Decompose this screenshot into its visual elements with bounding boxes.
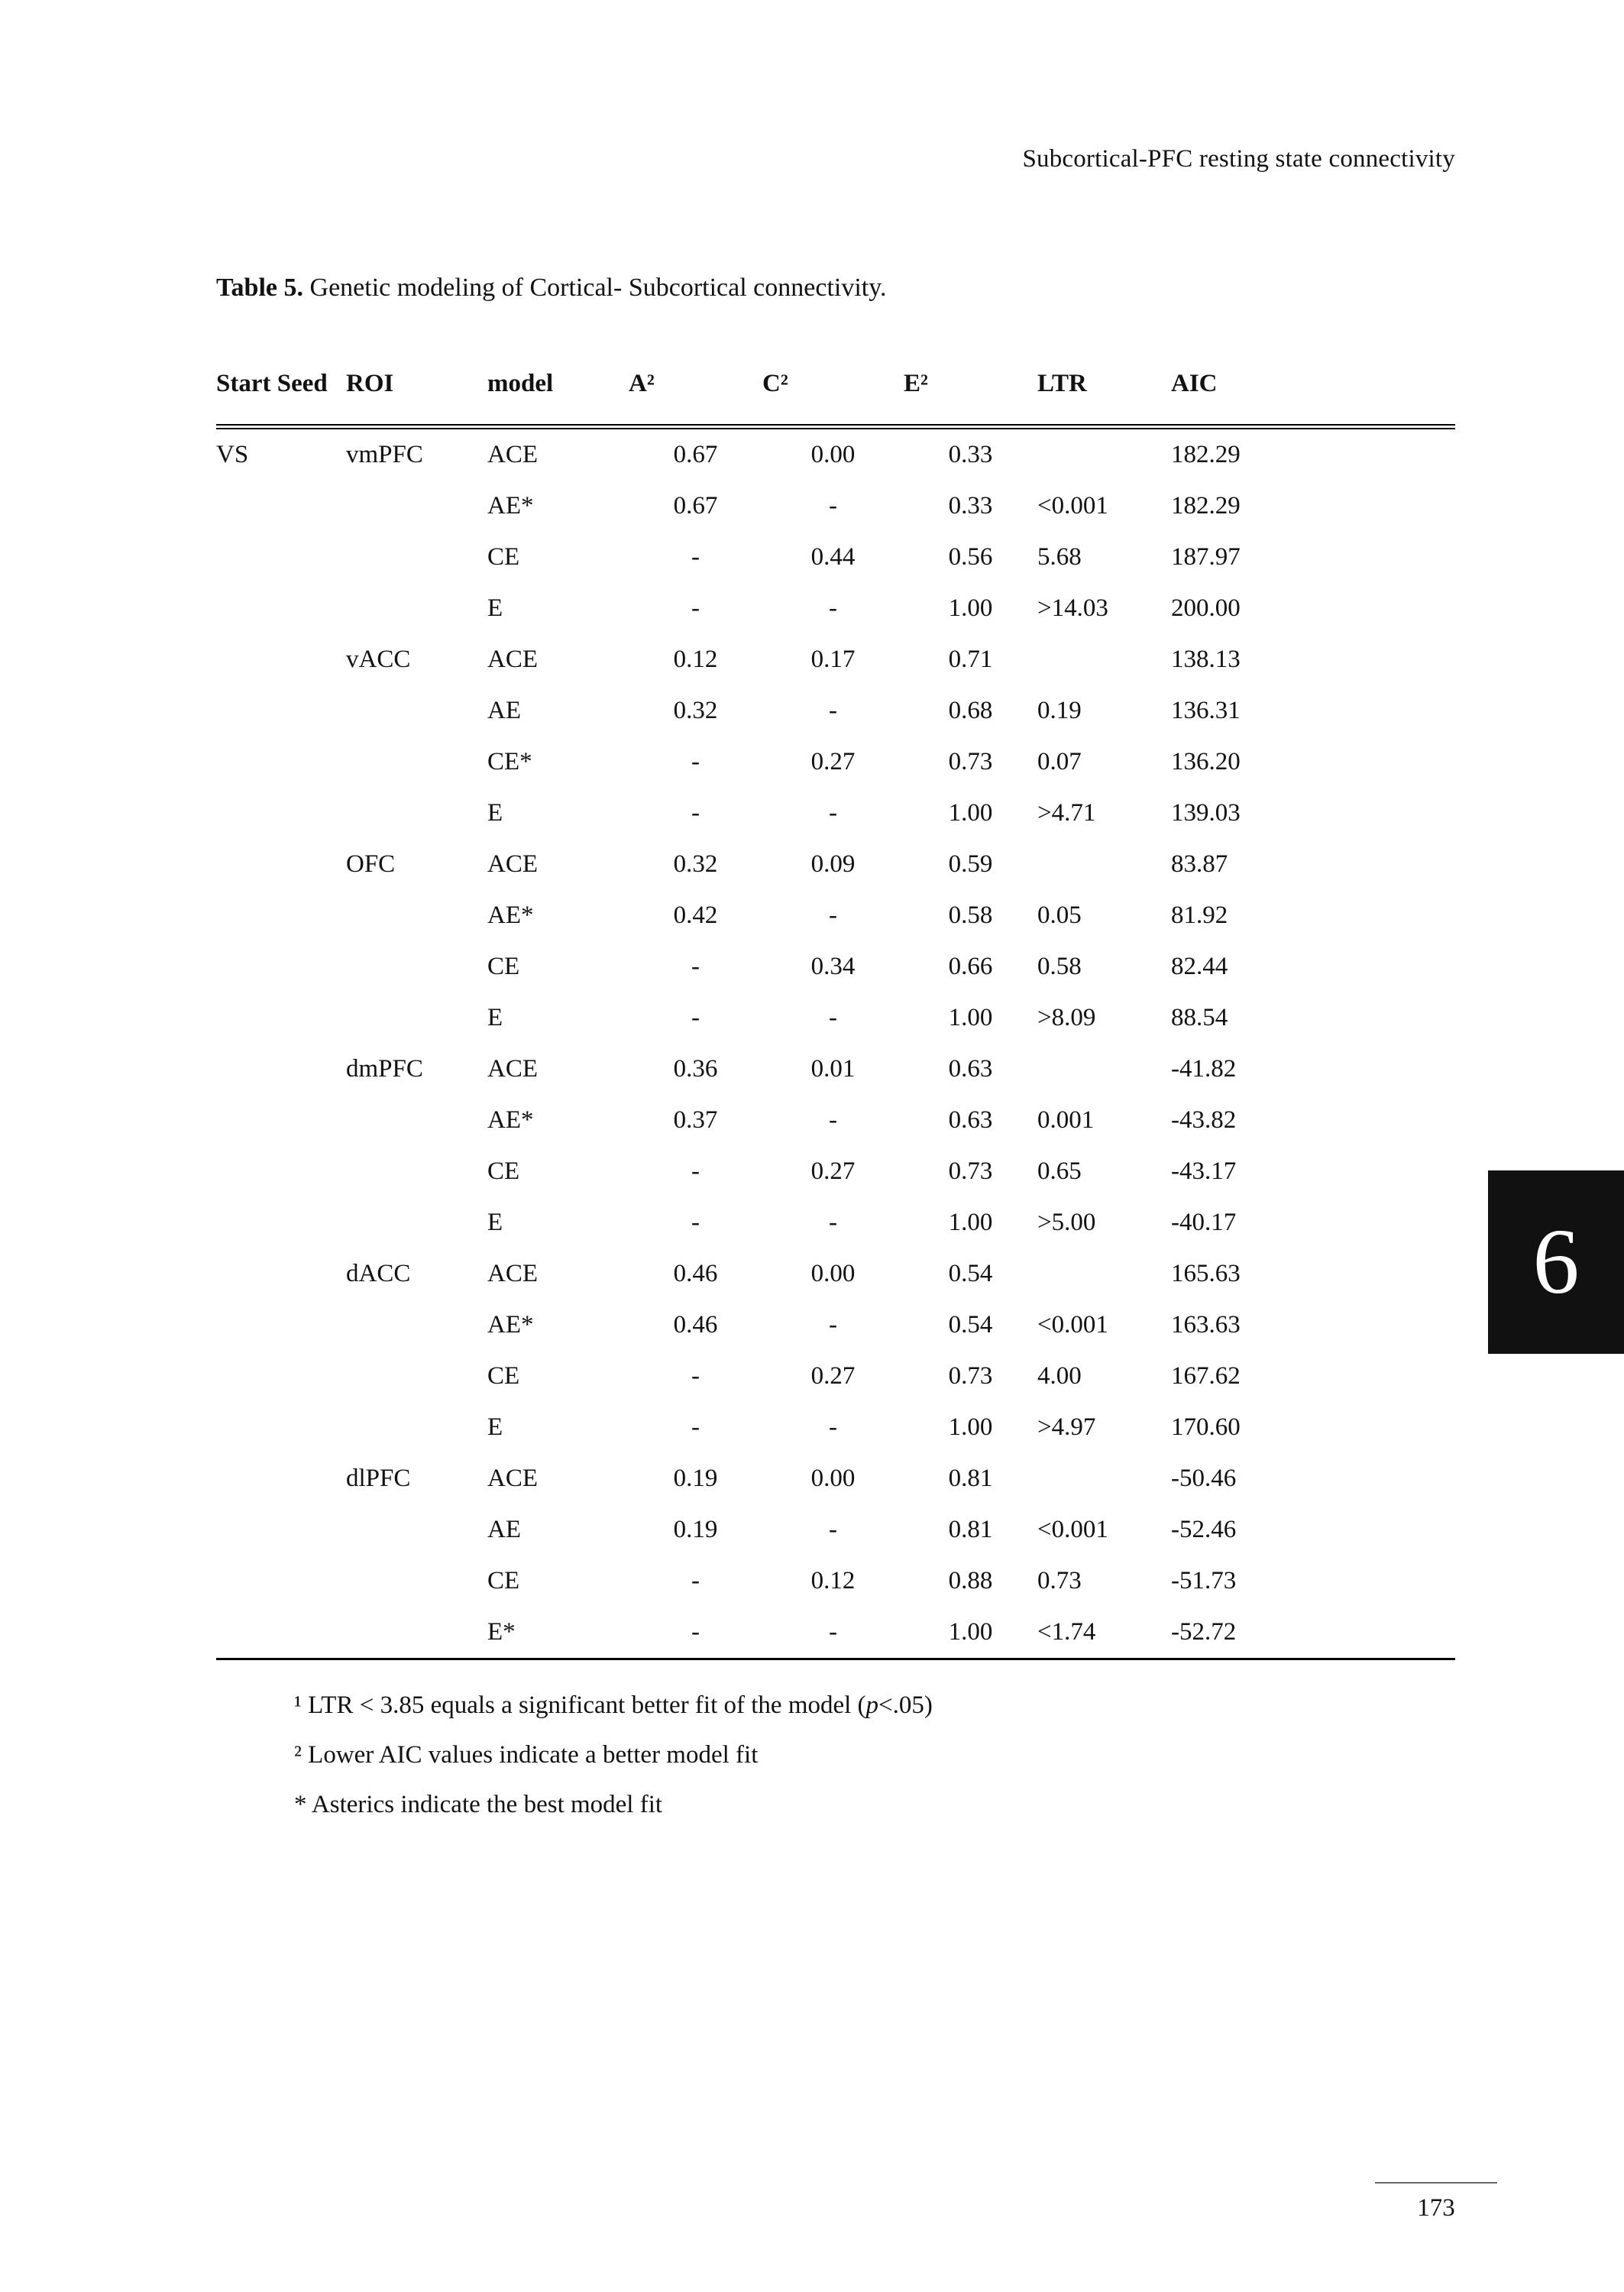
table-row <box>216 481 1455 532</box>
cell-model: E <box>487 1209 503 1237</box>
cell-roi <box>346 685 487 736</box>
cell-roi: vmPFC <box>346 441 423 469</box>
cell-c2: 0.01 <box>810 1055 856 1083</box>
cell-c2: 0.27 <box>810 1157 856 1186</box>
cell-seed <box>216 532 346 583</box>
footnote-marker: ² <box>294 1741 302 1769</box>
cell-seed <box>216 1300 346 1351</box>
cell-c2: 0.12 <box>810 1567 856 1595</box>
cell-aic: 136.20 <box>1171 748 1241 776</box>
table-row <box>216 890 1455 941</box>
cell-roi <box>346 890 487 941</box>
cell-seed <box>216 1556 346 1607</box>
cell-c2: 0.17 <box>810 646 856 674</box>
footnote: ¹ LTR < 3.85 equals a significant better fit of the model (p<.05) <box>294 1691 933 1719</box>
cell-model: ACE <box>487 850 538 879</box>
cell-c2: 0.27 <box>810 748 856 776</box>
cell-c2: - <box>829 1209 837 1237</box>
cell-a2: - <box>691 543 700 571</box>
cell-roi <box>346 1556 487 1607</box>
cell-a2: - <box>691 1209 700 1237</box>
cell-c2: 0.00 <box>810 1260 856 1288</box>
cell-a2: - <box>691 1004 700 1032</box>
cell-roi <box>346 736 487 788</box>
table-row <box>216 427 1455 481</box>
cell-roi <box>346 788 487 839</box>
cell-aic: -50.46 <box>1171 1465 1237 1493</box>
cell-ltr: 0.07 <box>1037 748 1082 776</box>
footnote: ² Lower AIC values indicate a better model fit <box>294 1741 759 1769</box>
cell-ltr <box>1037 634 1171 685</box>
cell-model: CE <box>487 543 520 571</box>
cell-e2: 0.56 <box>948 543 993 571</box>
cell-seed <box>216 1402 346 1453</box>
cell-roi <box>346 1607 487 1659</box>
cell-aic: 163.63 <box>1171 1311 1241 1339</box>
cell-model: ACE <box>487 646 538 674</box>
cell-ltr <box>1037 1248 1171 1300</box>
cell-model: E <box>487 799 503 827</box>
cell-aic: -40.17 <box>1171 1209 1237 1237</box>
table-title-label: Table 5. <box>216 274 304 302</box>
cell-e2: 0.73 <box>948 1157 993 1186</box>
cell-roi <box>346 941 487 992</box>
cell-ltr: <0.001 <box>1037 492 1108 520</box>
cell-a2: - <box>691 748 700 776</box>
cell-roi <box>346 1402 487 1453</box>
cell-c2: 0.00 <box>810 441 856 469</box>
cell-roi <box>346 1095 487 1146</box>
column-header-c2: C² <box>762 344 904 427</box>
cell-e2: 0.73 <box>948 748 993 776</box>
cell-aic: -41.82 <box>1171 1055 1237 1083</box>
cell-aic: 182.29 <box>1171 492 1241 520</box>
cell-c2: - <box>829 492 837 520</box>
cell-aic: -51.73 <box>1171 1567 1237 1595</box>
cell-seed <box>216 1607 346 1659</box>
cell-a2: 0.19 <box>673 1465 718 1493</box>
cell-ltr: <0.001 <box>1037 1311 1108 1339</box>
cell-model: CE <box>487 1157 520 1186</box>
footnote: * Asterics indicate the best model fit <box>294 1791 663 1818</box>
cell-e2: 1.00 <box>948 594 993 623</box>
table-row <box>216 1556 1455 1607</box>
cell-e2: 0.73 <box>948 1362 993 1390</box>
table-row <box>216 1402 1455 1453</box>
cell-model: AE* <box>487 1311 534 1339</box>
cell-seed <box>216 1146 346 1197</box>
cell-seed <box>216 1453 346 1504</box>
cell-c2: - <box>829 1311 837 1339</box>
cell-a2: - <box>691 799 700 827</box>
table-title <box>216 274 887 303</box>
cell-aic: 167.62 <box>1171 1362 1241 1390</box>
cell-model: E* <box>487 1607 629 1659</box>
footnote-marker: ¹ <box>294 1691 302 1719</box>
cell-seed <box>216 685 346 736</box>
cell-ltr: 0.65 <box>1037 1157 1082 1186</box>
cell-e2: 0.63 <box>948 1106 993 1135</box>
cell-ltr: >5.00 <box>1037 1209 1096 1237</box>
cell-a2: - <box>691 1413 700 1442</box>
cell-seed <box>216 1504 346 1556</box>
cell-ltr: 0.001 <box>1037 1106 1095 1135</box>
table-row <box>216 1197 1455 1248</box>
cell-roi <box>346 583 487 634</box>
cell-model: AE <box>487 697 521 725</box>
cell-c2: - <box>829 1516 837 1544</box>
cell-aic: 138.13 <box>1171 646 1241 674</box>
cell-a2: 0.19 <box>673 1516 718 1544</box>
cell-seed <box>216 583 346 634</box>
column-header-a2: A² <box>629 344 762 427</box>
table-row <box>216 634 1455 685</box>
table-row <box>216 1504 1455 1556</box>
cell-a2: - <box>691 953 700 981</box>
cell-aic: 182.29 <box>1171 441 1241 469</box>
cell-model: AE* <box>487 1106 534 1135</box>
cell-a2: - <box>691 594 700 623</box>
cell-aic: 81.92 <box>1171 902 1228 930</box>
table-row <box>216 1300 1455 1351</box>
cell-e2: 0.33 <box>948 441 993 469</box>
cell-e2: 0.81 <box>948 1465 993 1493</box>
cell-a2: 0.42 <box>673 902 718 930</box>
cell-ltr <box>1037 1044 1171 1095</box>
cell-aic: 139.03 <box>1171 799 1241 827</box>
running-header: Subcortical-PFC resting state connectivity <box>1022 145 1455 173</box>
cell-e2: 0.68 <box>948 697 993 725</box>
cell-e2: 1.00 <box>948 1209 993 1237</box>
cell-seed <box>216 941 346 992</box>
cell-roi: dACC <box>346 1260 411 1288</box>
column-header-aic: AIC <box>1171 344 1455 427</box>
cell-a2: - <box>691 1362 700 1390</box>
cell-e2: 0.59 <box>948 850 993 879</box>
cell-aic: 88.54 <box>1171 1004 1228 1032</box>
cell-roi <box>346 1351 487 1402</box>
table-row <box>216 1095 1455 1146</box>
cell-seed <box>216 788 346 839</box>
cell-model: E <box>487 1004 503 1032</box>
cell-roi <box>346 532 487 583</box>
table-row <box>216 685 1455 736</box>
cell-e2: 0.88 <box>948 1567 993 1595</box>
cell-roi <box>346 481 487 532</box>
cell-model: CE <box>487 953 520 981</box>
table-row <box>216 1607 1455 1659</box>
cell-c2: - <box>829 1106 837 1135</box>
table-row <box>216 1044 1455 1095</box>
cell-model: CE <box>487 1567 520 1595</box>
cell-model: ACE <box>487 441 538 469</box>
table-body <box>216 427 1455 1659</box>
table-row <box>216 1453 1455 1504</box>
table-title-text: Genetic modeling of Cortical- Subcortical connectivity. <box>303 274 887 302</box>
cell-ltr: 0.73 <box>1037 1567 1082 1595</box>
cell-e2: 1.00 <box>948 1004 993 1032</box>
cell-aic: -43.17 <box>1171 1157 1237 1186</box>
cell-aic: 82.44 <box>1171 953 1228 981</box>
cell-roi: dlPFC <box>346 1465 411 1493</box>
cell-seed <box>216 1095 346 1146</box>
cell-model: CE <box>487 1362 520 1390</box>
cell-roi: dmPFC <box>346 1055 423 1083</box>
table-row <box>216 1351 1455 1402</box>
cell-c2: - <box>829 594 837 623</box>
cell-a2: 0.67 <box>673 492 718 520</box>
cell-roi <box>346 1300 487 1351</box>
cell-a2: 0.32 <box>673 697 718 725</box>
table-footnotes <box>294 1681 933 1830</box>
cell-a2: 0.37 <box>673 1106 718 1135</box>
table-row <box>216 941 1455 992</box>
cell-c2: - <box>829 697 837 725</box>
table-row <box>216 1248 1455 1300</box>
cell-ltr: >4.97 <box>1037 1413 1096 1442</box>
cell-c2: 0.44 <box>810 543 856 571</box>
cell-model: ACE <box>487 1260 538 1288</box>
cell-c2: - <box>829 902 837 930</box>
cell-e2: 0.71 <box>948 646 993 674</box>
cell-seed <box>216 839 346 890</box>
column-header-ltr: LTR <box>1037 344 1171 427</box>
cell-model: AE* <box>487 492 534 520</box>
cell-model: ACE <box>487 1465 538 1493</box>
cell-ltr: 0.05 <box>1037 902 1082 930</box>
cell-c2: 0.34 <box>810 953 856 981</box>
cell-a2: - <box>691 1567 700 1595</box>
cell-aic: 170.60 <box>1171 1413 1241 1442</box>
table-row <box>216 788 1455 839</box>
cell-ltr <box>1037 1453 1171 1504</box>
cell-a2: - <box>691 1157 700 1186</box>
cell-c2: - <box>762 1607 904 1659</box>
cell-c2: 0.00 <box>810 1465 856 1493</box>
cell-e2: 0.33 <box>948 492 993 520</box>
cell-c2: - <box>829 1004 837 1032</box>
cell-ltr: >4.71 <box>1037 799 1096 827</box>
cell-roi: vACC <box>346 646 411 674</box>
cell-c2: - <box>829 799 837 827</box>
cell-e2: 0.58 <box>948 902 993 930</box>
cell-ltr: 4.00 <box>1037 1362 1082 1390</box>
cell-ltr: 0.58 <box>1037 953 1082 981</box>
table-row <box>216 1146 1455 1197</box>
cell-a2: 0.32 <box>673 850 718 879</box>
cell-model: CE* <box>487 748 532 776</box>
cell-model: E <box>487 1413 503 1442</box>
cell-e2: 0.54 <box>948 1311 993 1339</box>
cell-model: AE <box>487 1516 521 1544</box>
cell-aic: -43.82 <box>1171 1106 1237 1135</box>
table-row <box>216 992 1455 1044</box>
cell-a2: 0.36 <box>673 1055 718 1083</box>
cell-ltr <box>1037 839 1171 890</box>
cell-e2: 1.00 <box>904 1607 1037 1659</box>
cell-aic: 165.63 <box>1171 1260 1241 1288</box>
cell-seed <box>216 890 346 941</box>
cell-a2: 0.46 <box>673 1311 718 1339</box>
column-header-seed: Start Seed <box>216 344 346 427</box>
table-header-row <box>216 344 1455 427</box>
cell-a2: 0.12 <box>673 646 718 674</box>
cell-roi <box>346 992 487 1044</box>
column-header-roi: ROI <box>346 344 487 427</box>
cell-aic: 200.00 <box>1171 594 1241 623</box>
cell-seed: VS <box>216 441 249 469</box>
cell-model: AE* <box>487 902 534 930</box>
cell-aic: 187.97 <box>1171 543 1241 571</box>
cell-roi <box>346 1504 487 1556</box>
chapter-number: 6 <box>1532 1210 1580 1313</box>
column-header-e2: E² <box>904 344 1037 427</box>
page-number: 173 <box>1375 2182 1497 2222</box>
cell-c2: 0.27 <box>810 1362 856 1390</box>
cell-aic: 136.31 <box>1171 697 1241 725</box>
cell-roi <box>346 1146 487 1197</box>
table-row <box>216 839 1455 890</box>
cell-e2: 0.81 <box>948 1516 993 1544</box>
cell-a2: - <box>629 1607 762 1659</box>
table-row <box>216 583 1455 634</box>
cell-ltr: >8.09 <box>1037 1004 1096 1032</box>
cell-c2: - <box>829 1413 837 1442</box>
cell-ltr <box>1037 427 1171 481</box>
cell-ltr: >14.03 <box>1037 594 1108 623</box>
cell-seed <box>216 634 346 685</box>
cell-e2: 0.63 <box>948 1055 993 1083</box>
cell-ltr: 0.19 <box>1037 697 1082 725</box>
cell-e2: 1.00 <box>948 1413 993 1442</box>
cell-seed <box>216 1197 346 1248</box>
cell-c2: 0.09 <box>810 850 856 879</box>
cell-seed <box>216 992 346 1044</box>
table-row <box>216 736 1455 788</box>
cell-roi <box>346 1197 487 1248</box>
cell-e2: 0.66 <box>948 953 993 981</box>
cell-seed <box>216 481 346 532</box>
table-row <box>216 532 1455 583</box>
cell-ltr: <0.001 <box>1037 1516 1108 1544</box>
cell-seed <box>216 736 346 788</box>
chapter-tab <box>1488 1170 1624 1354</box>
cell-roi: OFC <box>346 850 396 879</box>
cell-e2: 0.54 <box>948 1260 993 1288</box>
footnote-marker: * <box>294 1791 307 1818</box>
footnote-italic: p <box>865 1691 879 1719</box>
cell-a2: 0.46 <box>673 1260 718 1288</box>
cell-model: ACE <box>487 1055 538 1083</box>
cell-aic: -52.72 <box>1171 1607 1455 1659</box>
column-header-model: model <box>487 344 629 427</box>
cell-a2: 0.67 <box>673 441 718 469</box>
genetic-modeling-table <box>216 344 1455 1660</box>
cell-seed <box>216 1044 346 1095</box>
cell-model: E <box>487 594 503 623</box>
cell-aic: -52.46 <box>1171 1516 1237 1544</box>
cell-aic: 83.87 <box>1171 850 1228 879</box>
cell-e2: 1.00 <box>948 799 993 827</box>
cell-seed <box>216 1351 346 1402</box>
cell-ltr: <1.74 <box>1037 1607 1171 1659</box>
cell-ltr: 5.68 <box>1037 543 1082 571</box>
cell-seed <box>216 1248 346 1300</box>
